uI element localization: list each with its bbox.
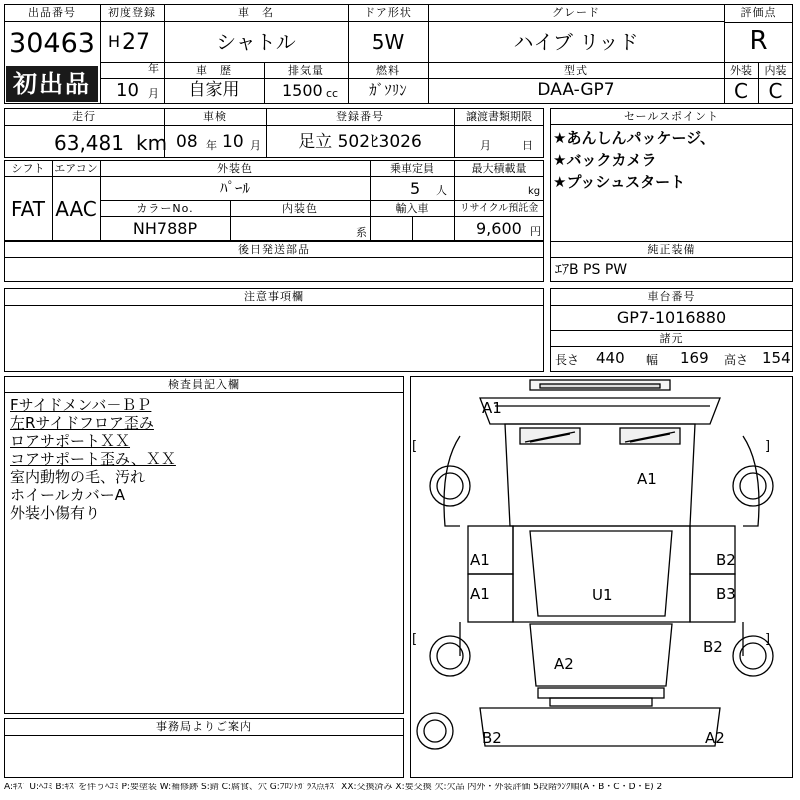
displacement-label: 排気量 [288,64,324,77]
mileage-label: 走行 [72,110,96,123]
damage-mark: B2 [703,638,723,656]
plate-label: 登録番号 [336,110,384,123]
transfer-month-unit: 月 [480,139,491,152]
divider [100,200,544,201]
inspection-label: 車検 [203,110,227,123]
capacity-unit: 人 [436,184,447,197]
interior-label: 内装 [764,64,787,77]
divider [100,62,724,63]
width-label: 幅 [646,353,659,367]
grade: ハイブ リッド [513,30,639,54]
import-label: 輸入車 [395,202,429,215]
mileage-unit: km [136,131,168,155]
length: 440 [596,349,625,367]
bracket-mark: [ [412,632,418,647]
height: 154 [762,349,791,367]
sales-point-item: ★プッシュスタート [553,173,686,191]
model: DAA-GP7 [537,80,615,100]
exterior-color-label: 外装色 [217,162,253,175]
bracket-mark: [ [412,439,418,454]
damage-mark: B2 [482,729,502,747]
interior-color-unit: 系 [356,226,367,239]
first-registration-label: 初度登録 [108,6,156,19]
sales-points-label: セールスポイント [623,110,719,123]
bracket-mark: ] [765,632,771,647]
shift-label: シフト [11,162,45,175]
max-load-label: 最大積載量 [471,162,527,175]
divider [100,216,544,217]
year-unit: 年 [148,62,159,75]
interior-color-label: 内装色 [282,202,318,215]
model-label: 型式 [564,64,588,77]
displacement: 1500 [282,81,323,100]
color-number-label: カラーNo. [136,202,194,215]
damage-mark: U1 [592,586,613,604]
divider [550,346,793,347]
first-listing-badge: 初出品 [6,66,98,102]
damage-mark: A1 [470,551,490,569]
chassis-label: 車台番号 [647,290,696,303]
divider [4,305,544,306]
damage-mark: A1 [470,585,490,603]
inspection-month-unit: 月 [250,139,261,152]
inspection-month: 10 [222,132,244,152]
exterior-label: 外装 [730,64,752,77]
divider [550,124,793,125]
recycle-unit: 円 [530,225,541,238]
fuel: ｶﾞｿﾘﾝ [369,81,407,99]
history: 自家用 [188,80,240,100]
inspector-note: ロアサポートＸＸ [10,432,131,450]
inspector-note: コアサポート歪み、ＸＸ [10,450,176,468]
equipment-value: ｴｱB PS PW [555,262,628,278]
divider [100,4,101,104]
ac: AAC [55,197,97,221]
width: 169 [680,349,709,367]
divider [550,257,793,258]
sales-point-item: ★あんしんパッケージ、 [553,129,715,147]
capacity: 5 [410,179,421,198]
color-number: NH788P [132,219,198,238]
divider [100,78,724,79]
recycle-label: リサイクル預託金 [459,203,539,214]
divider [412,216,413,241]
door-label: ドア形状 [364,6,412,19]
registration-year: 27 [122,30,150,55]
era: H [108,32,121,51]
registration-month: 10 [116,80,139,101]
divider [550,330,793,331]
bracket-mark: ] [765,439,771,454]
damage-mark: A2 [705,729,725,747]
divider [4,21,724,22]
inspection-year: 08 [176,132,198,152]
plate-number: 足立 502ﾋ3026 [298,132,422,152]
length-label: 長さ [555,353,580,367]
inspector-label: 検査員記入欄 [168,378,240,391]
transfer-day-unit: 日 [522,139,533,152]
sales-point-item: ★バックカメラ [553,151,657,169]
score-label: 評価点 [740,6,777,19]
exterior-color: ﾊﾟｰﾙ [219,179,250,197]
legend: A:ｷｽﾞ U:ﾍｺﾐ B:ｷｽﾞを伴うﾍｺﾐ P:要塗装 W:補修跡 S:錆 C:腐食、穴 G:ﾌﾛﾝﾄｶﾞﾗｽ点ｷｽﾞ XX:交換済み X:要交換 欠:欠品 内外・外装評価 5段階ﾗﾝｸ順(A・B・C・D・E) 2 [4,783,663,792]
lot-number: 30463 [9,28,95,59]
displacement-unit: cc [326,87,339,100]
office-label: 事務局よりご案内 [156,720,252,733]
capacity-label: 乗車定員 [390,162,434,175]
damage-mark: B2 [716,551,736,569]
inspector-note: 左Rサイドフロア歪み [10,414,154,432]
divider [4,125,544,126]
car-diagram [410,376,793,778]
damage-mark: A2 [554,655,574,673]
exterior-grade: C [734,79,748,103]
divider [4,257,544,258]
damage-mark: B3 [716,585,736,603]
chassis-number: GP7-1016880 [616,308,727,327]
notes-label: 注意事項欄 [244,290,304,303]
divider [724,22,793,23]
equipment-label: 純正装備 [647,243,696,256]
interior-grade: C [768,79,783,103]
grade-label: グレード [552,6,600,19]
later-parts-label: 後日発送部品 [238,243,310,256]
divider [4,176,544,177]
fuel-label: 燃料 [376,64,400,77]
history-label: 車 歴 [196,64,232,77]
inspector-note: Fサイドメンバ－ＢＰ [10,396,152,414]
inspector-note: 外装小傷有り [10,504,101,522]
inspection-year-unit: 年 [206,139,217,152]
score: R [749,26,768,56]
height-label: 高さ [724,353,749,367]
car-name: シャトル [216,30,296,54]
lot-number-label: 出品番号 [28,6,76,19]
mileage: 63,481 [54,131,124,155]
divider [550,305,793,306]
damage-mark: A1 [482,399,502,417]
ac-label: エアコン [54,162,98,175]
max-load-unit: kg [528,186,541,197]
recycle-fee: 9,600 [476,219,522,238]
divider [4,392,404,393]
door-type: 5W [371,30,405,54]
inspector-note: ホイールカバーA [10,486,125,504]
dimensions-label: 諸元 [659,332,684,345]
shift: FAT [10,197,45,221]
damage-mark: A1 [637,470,657,488]
divider [4,735,404,736]
month-unit: 月 [148,87,159,100]
transfer-deadline-label: 譲渡書類期限 [466,110,532,123]
inspector-note: 室内動物の毛、汚れ [10,468,146,486]
car-name-label: 車 名 [238,6,274,19]
